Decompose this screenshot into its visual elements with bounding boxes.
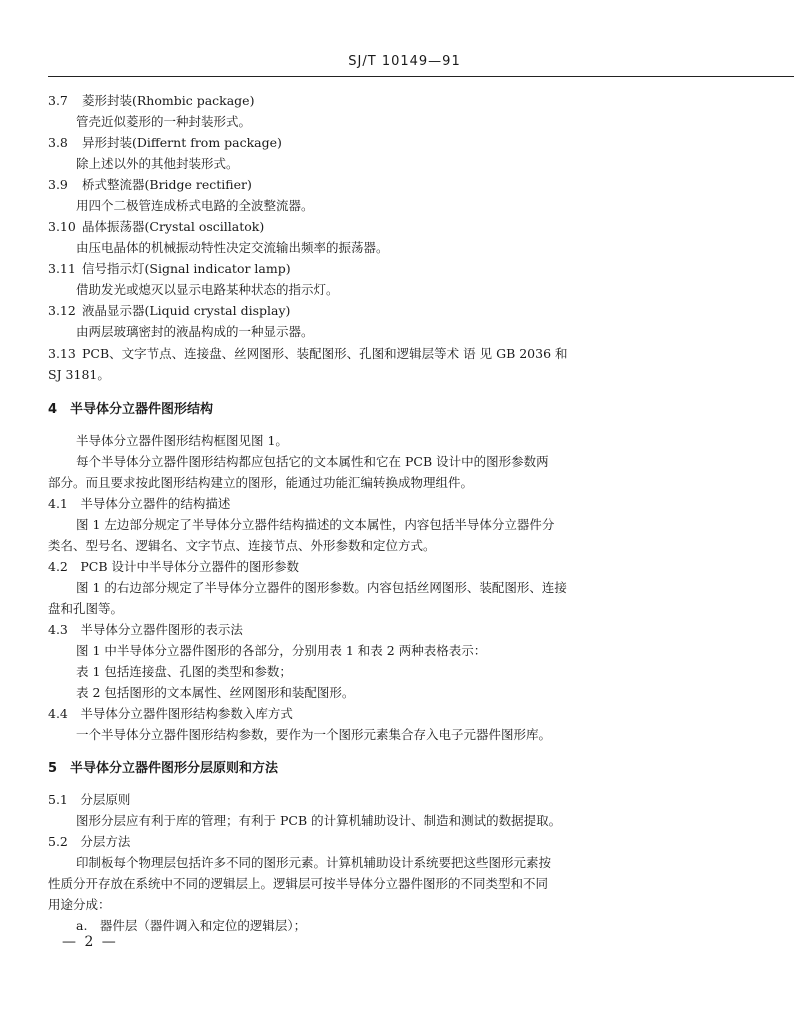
item-3-12-desc: 由两层玻璃密封的液晶构成的一种显示器。 [76,324,314,339]
sec4-1-heading: 4.1 半导体分立器件的结构描述 [48,496,231,511]
sec5-2-line2: 性质分开存放在系统中不同的逻辑层上。逻辑层可按半导体分立器件图形的不同类型和不同 [48,876,549,891]
item-3-8-desc: 除上述以外的其他封装形式。 [76,156,239,171]
sec5-1-line1: 图形分层应有利于库的管理；有利于 PCB 的计算机辅助设计、制造和测试的数据提取。 [76,813,562,828]
item-3-11-desc: 借助发光或熄灭以显示电路某种状态的指示灯。 [76,282,339,297]
sec4-3-line1: 图 1 中半导体分立器件图形的各部分，分别用表 1 和表 2 两种表格表示： [76,643,487,658]
header-rule [48,76,794,77]
item-3-7-title: 3.7 菱形封装(Rhombic package) [48,93,255,108]
sec4-para2-line1: 每个半导体分立器件图形结构都应包括它的文本属性和它在 PCB 设计中的图形参数两 [76,454,549,469]
sec5-2-line3: 用途分成： [48,897,111,912]
item-3-10-desc: 由压电晶体的机械振动特性决定交流输出频率的振荡器。 [76,240,389,255]
sec4-para2-line2: 部分。而且要求按此图形结构建立的图形，能通过功能汇编转换成物理组件。 [48,475,474,490]
sec4-4-line1: 一个半导体分立器件图形结构参数，要作为一个图形元素集合存入电子元器件图形库。 [76,727,552,742]
sec4-3-heading: 4.3 半导体分立器件图形的表示法 [48,622,243,637]
item-3-7-desc: 管壳近似菱形的一种封装形式。 [76,114,252,129]
item-3-8-title: 3.8 异形封装(Differnt from package) [48,135,282,150]
sec5-1-heading: 5.1 分层原则 [48,792,131,807]
sec4-2-heading: 4.2 PCB 设计中半导体分立器件的图形参数 [48,559,300,574]
sec4-1-line2: 类名、型号名、逻辑名、文字节点、连接节点、外形参数和定位方式。 [48,538,436,553]
sec4-3-line3: 表 2 包括图形的文本属性、丝网图形和装配图形。 [76,685,355,700]
item-3-9-desc: 用四个二极管连成桥式电路的全波整流器。 [76,198,314,213]
sec4-para1: 半导体分立器件图形结构框图见图 1。 [76,433,288,448]
sec4-3-line2: 表 1 包括连接盘、孔图的类型和参数； [76,664,292,679]
sec5-2-line1: 印制板每个物理层包括许多不同的图形元素。计算机辅助设计系统要把这些图形元素按 [76,855,552,870]
item-3-13-line1: 3.13 PCB、文字节点、连接盘、丝网图形、装配图形、孔图和逻辑层等术 语 见 GB 2036 和 [48,346,568,361]
page-header: SJ/T 10149—91 [348,54,461,69]
sec4-4-heading: 4.4 半导体分立器件图形结构参数入库方式 [48,706,293,721]
item-3-11-title: 3.11 信号指示灯(Signal indicator lamp) [48,261,291,276]
item-3-9-title: 3.9 桥式整流器(Bridge rectifier) [48,177,252,192]
sec5-2-item-a: a. 器件层（器件调入和定位的逻辑层）； [76,918,307,933]
page-number: — 2 — [62,934,118,950]
sec4-2-line2: 盘和孔图等。 [48,601,124,616]
item-3-12-title: 3.12 液晶显示器(Liquid crystal display) [48,303,291,318]
sec4-2-line1: 图 1 的右边部分规定了半导体分立器件的图形参数。内容包括丝网图形、装配图形、连接 [76,580,567,595]
item-3-10-title: 3.10 晶体振荡器(Crystal oscillatok) [48,219,265,234]
section-5-heading: 5 半导体分立器件图形分层原则和方法 [48,761,279,776]
item-3-13-line2: SJ 3181。 [48,367,110,382]
sec4-1-line1: 图 1 左边部分规定了半导体分立器件结构描述的文本属性，内容包括半导体分立器件分 [76,517,555,532]
sec5-2-heading: 5.2 分层方法 [48,834,131,849]
section-4-heading: 4 半导体分立器件图形结构 [48,402,214,417]
